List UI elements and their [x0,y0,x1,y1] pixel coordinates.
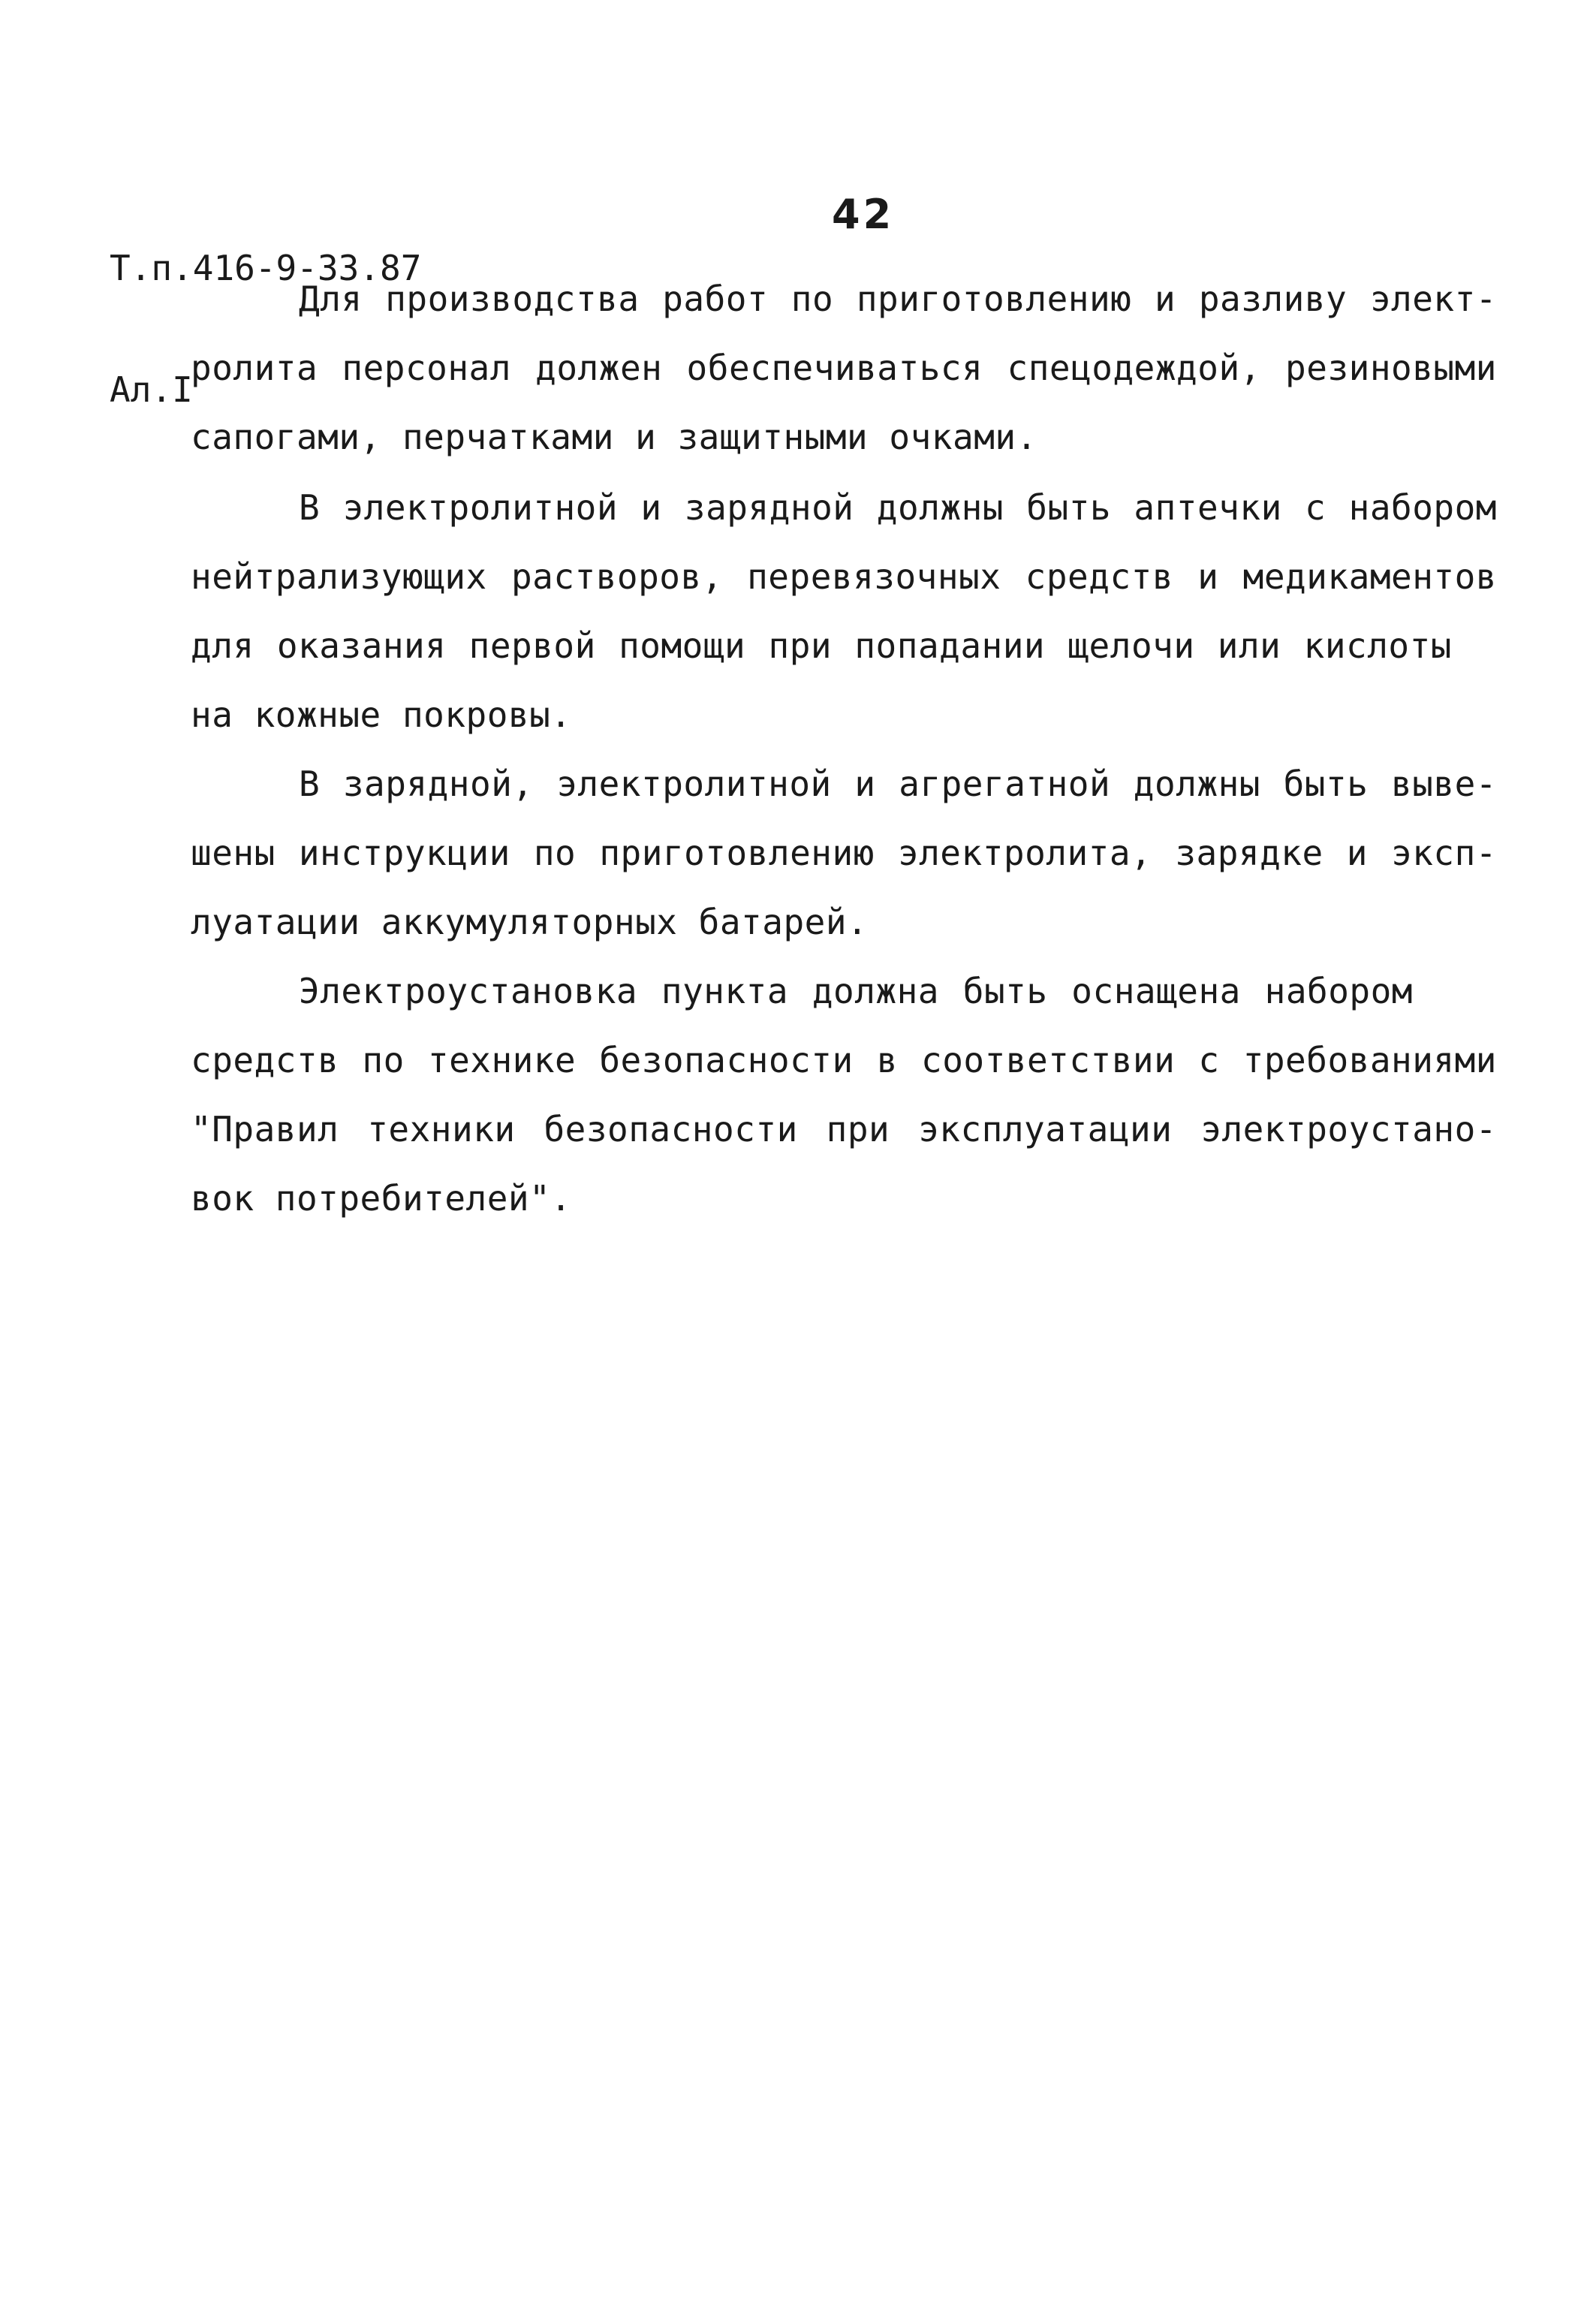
paragraph-2-line-2: нейтрализующих растворов, перевязочных средств и медикаментов [191,556,1497,597]
paragraph-2-line-4: на кожные покровы. [191,695,572,735]
paragraph-4-line-1: Электроустановка пункта должна быть оснащена набором [299,971,1413,1011]
paragraph-2-line-3: для оказания первой помощи при попадании щелочи или кислоты [191,625,1452,666]
paragraph-3-line-2: шены инструкции по приготовлению электролита, зарядке и эксп- [191,833,1497,873]
paragraph-1-line-1: Для производства работ по приготовлению и разливу элект- [299,279,1497,319]
paragraph-1-line-3: сапогами, перчатками и защитными очками. [191,417,1037,457]
document-code-line-1: Т.п.416-9-33.87 [110,248,422,288]
paragraph-4-line-4: вок потребителей". [191,1178,572,1219]
paragraph-1-line-2: ролита персонал должен обеспечиваться спецодеждой, резиновыми [191,348,1497,388]
paragraph-4-line-3: "Правил техники безопасности при эксплуатации электроустано- [191,1109,1497,1149]
paragraph-4-line-2: средств по технике безопасности в соответствии с требованиями [191,1040,1497,1080]
paragraph-3-line-3: луатации аккумуляторных батарей. [191,902,869,942]
page-number: 42 [832,191,895,238]
paragraph-2-line-1: В электролитной и зарядной должны быть аптечки с набором [299,487,1497,528]
document-code-line-2: Ал.I [110,369,193,410]
paragraph-3-line-1: В зарядной, электролитной и агрегатной должны быть выве- [299,764,1497,804]
